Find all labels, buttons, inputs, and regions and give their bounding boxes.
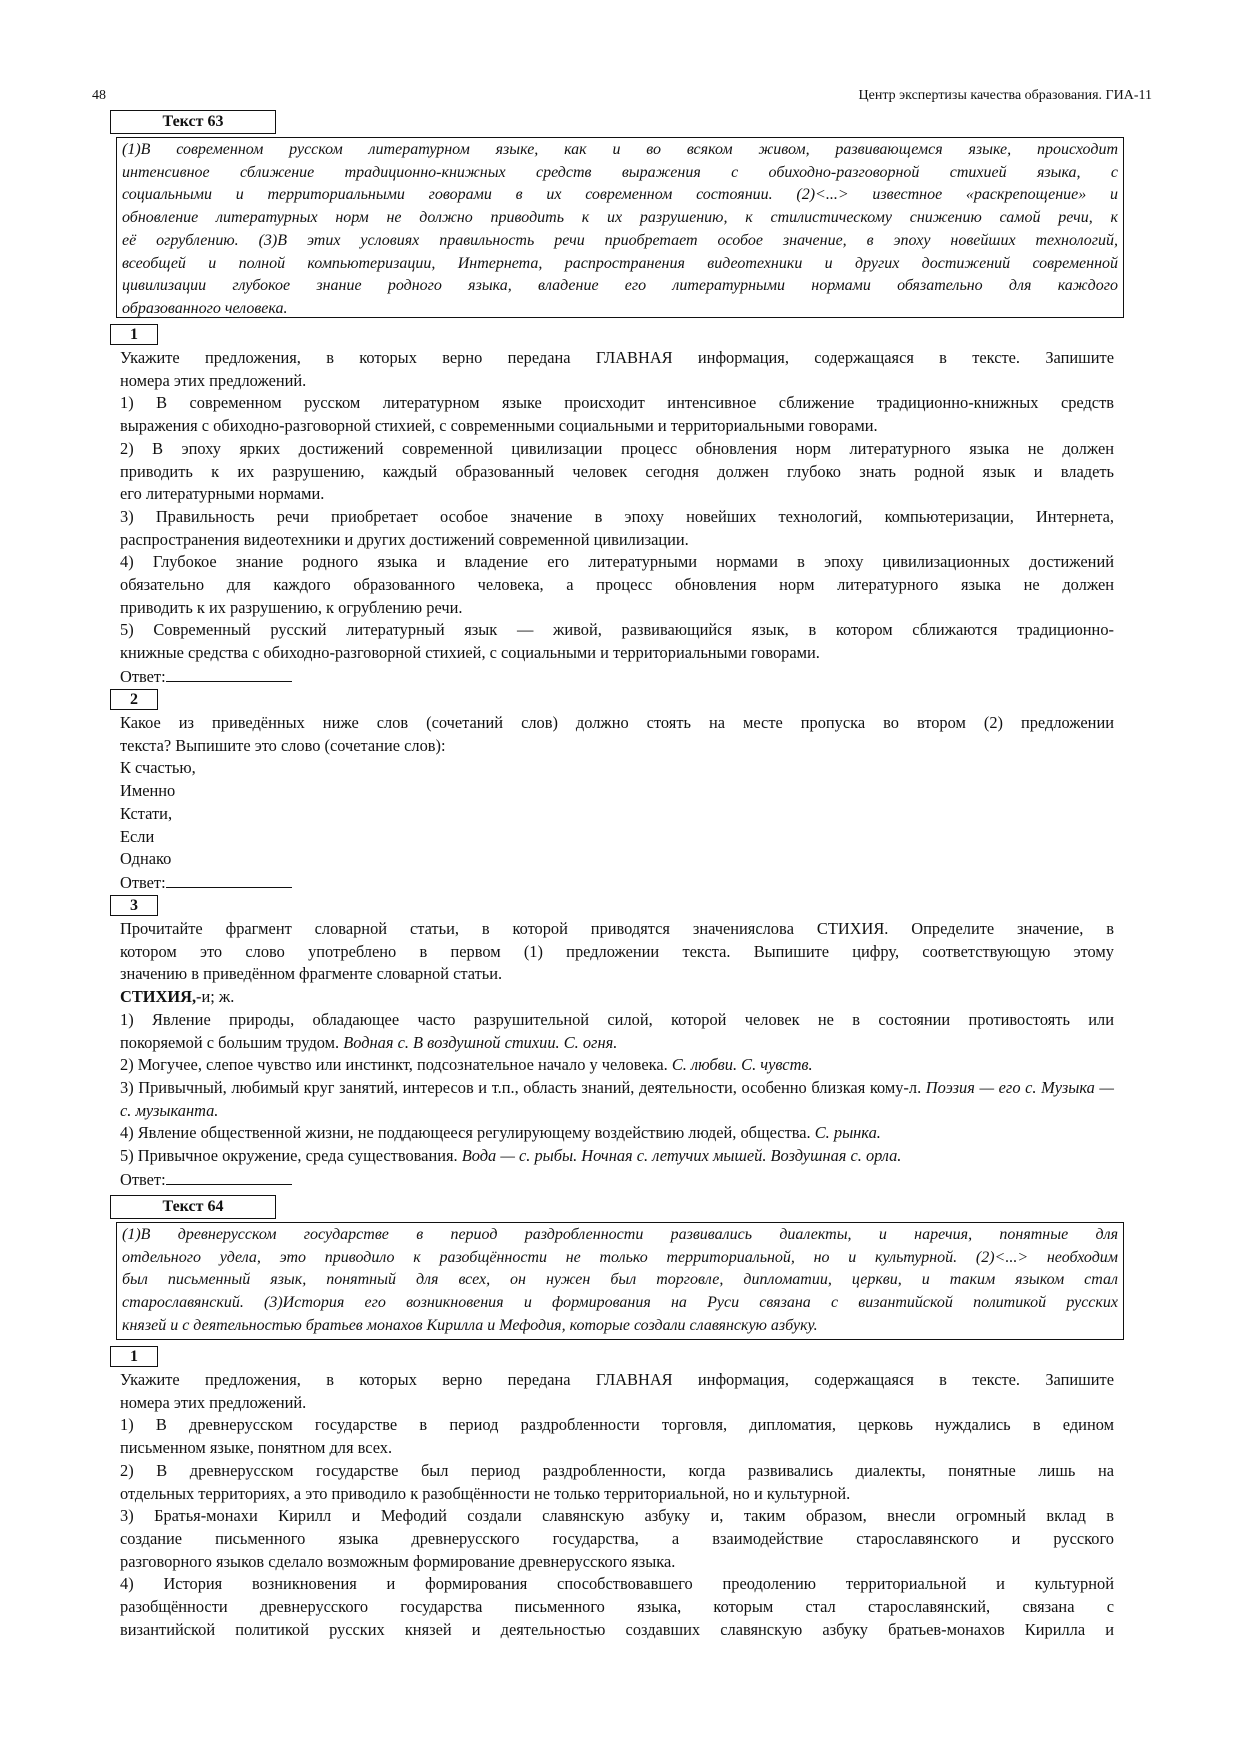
sense-text: 5) Привычное окружение, среда существования.: [120, 1146, 458, 1166]
answer-option: 4) Глубокое знание родного языка и владение его литературными нормами в эпоху цивилизационных достижений: [120, 552, 1114, 572]
passage-line: социальными и территориальными говорами в их современном состоянии. (2)<...> известное «раскрепощение» и: [122, 186, 1118, 204]
dictionary-sense: [120, 1122, 1114, 1145]
passage-line: всеобщей и полной компьютеризации, Интернета, распространения видеотехники и других достижений современной: [122, 254, 1118, 272]
text-63-passage: [116, 137, 1124, 318]
answer-option: отдельных территориях, а это приводило к разобщённости не только территориальной, но и культурной.: [120, 1483, 851, 1503]
passage-line: (1)В современном русском литературном языке, как и во всяком живом, развивающемся языке, происходит: [122, 141, 1118, 158]
sense-example: Поэзия — его с. Музыка — с. музыканта.: [120, 1077, 1114, 1120]
text-64-task-1-number: 1: [110, 1346, 158, 1367]
answer-option: 1) В современном русском литературном языке происходит интенсивное сближение традиционно-книжных средств: [120, 393, 1114, 413]
sense-text: 2) Могучее, слепое чувство или инстинкт, подсознательное начало у человека.: [120, 1055, 668, 1075]
dictionary-sense: [120, 1032, 1114, 1055]
text-64-title: Текст 64: [110, 1195, 276, 1219]
sense-text: покоряемой с большим трудом.: [120, 1032, 340, 1052]
dictionary-sense: [120, 1009, 1114, 1032]
answer-option: распространения видеотехники и других достижений современной цивилизации.: [120, 529, 689, 549]
word-option: Именно: [120, 781, 176, 801]
dictionary-sense: [120, 1145, 1114, 1168]
dictionary-headword: СТИХИЯ,: [120, 987, 197, 1007]
sense-text: 4) Явление общественной жизни, не поддающееся регулирующему воздействию людей, общества.: [120, 1123, 811, 1143]
answer-option: приводить к их разрушению, к огрублению речи.: [120, 597, 463, 617]
passage-line: интенсивное сближение традиционно-книжных средств выражения с обиходно-разговорной стихией языка, с: [122, 163, 1118, 181]
answer-option: 2) В эпоху ярких достижений современной цивилизации процесс обновления норм литературного языка не должен: [120, 438, 1114, 458]
word-option: К счастью,: [120, 758, 196, 778]
task-instruction: Укажите предложения, в которых верно передана ГЛАВНАЯ информация, содержащаяся в тексте. Запишите: [120, 1370, 1114, 1389]
text-64-task-1: [120, 1369, 1114, 1641]
passage-line: князей и с деятельностью братьев монахов Кирилла и Мефодия, которые создали славянскую азбуку.: [122, 1316, 818, 1334]
answer-line: [120, 1168, 1114, 1192]
answer-option: 4) История возникновения и формирования способствовавшего преодолению территориальной и культурной: [120, 1574, 1114, 1594]
answer-option: 2) В древнерусском государстве был период раздробленности, когда развивались диалекты, понятные лишь на: [120, 1460, 1114, 1480]
answer-option: 3) Правильность речи приобретает особое значение в эпоху новейших технологий, компьютеризации, Интернета,: [120, 506, 1114, 526]
passage-line: образованного человека.: [122, 299, 288, 317]
header-organization: Центр экспертизы качества образования. ГИА-11: [858, 88, 1152, 103]
passage-line: отдельного удела, это приводило к разобщённости не только территориальной, но и культурной. (2)<...> необходим: [122, 1248, 1118, 1266]
page-header: [92, 88, 1152, 110]
answer-option: обязательно для каждого образованного человека, а процесс обновления норм литературного языка не должен: [120, 575, 1114, 595]
task-instruction: Какое из приведённых ниже слов (сочетаний слов) должно стоять на месте пропуска во втором (2) предложении: [120, 713, 1114, 732]
answer-option: создание письменного языка древнерусского государства, а взаимодействие старославянского и русского: [120, 1528, 1114, 1548]
task-instruction: значению в приведённом фрагменте словарной статьи.: [120, 964, 503, 984]
passage-line: обновление литературных норм не должно приводить к их разрушению, к стилистическому снижению самой речи, к: [122, 209, 1118, 227]
task-instruction: Прочитайте фрагмент словарной статьи, в которой приводятся значениясловa СТИХИЯ. Определите значение, в: [120, 919, 1114, 938]
answer-option: 3) Братья-монахи Кирилл и Мефодий создали славянскую азбуку и, таким образом, внесли огромный вклад в: [120, 1506, 1114, 1526]
answer-label: Ответ:: [120, 1169, 166, 1189]
task-instruction: котором это слово употреблено в первом (1) предложении текста. Выпишите цифру, соответствующую этому: [120, 941, 1114, 961]
answer-option: его литературными нормами.: [120, 484, 325, 504]
answer-blank: [166, 1168, 292, 1185]
task-instruction: Укажите предложения, в которых верно передана ГЛАВНАЯ информация, содержащаяся в тексте. Запишите: [120, 348, 1114, 367]
answer-option: выражения с обиходно-разговорной стихией, с современными социальными и территориальными говорами.: [120, 416, 878, 436]
text-63-task-1: [120, 347, 1114, 689]
answer-option: византийской политикой русских князей и деятельностью создавших славянскую азбуку братьев-монахов Кирилла и: [120, 1619, 1114, 1639]
answer-option: письменном языке, понятном для всех.: [120, 1438, 393, 1458]
sense-example: С. любви. С. чувств.: [671, 1055, 813, 1075]
answer-label: Ответ:: [120, 872, 166, 892]
passage-line: её огрублению. (3)В этих условиях правильность речи приобретает особое значение, в эпоху новейших технологий,: [122, 231, 1118, 249]
passage-line: цивилизации глубокое знание родного языка, владение его литературными нормами обязательно для каждого: [122, 277, 1118, 295]
sense-text: 1) Явление природы, обладающее часто разрушительной силой, которой человек не в состоянии противостоять или: [120, 1009, 1114, 1029]
answer-line: [120, 871, 1114, 895]
text-63-task-3-number: 3: [110, 895, 158, 916]
passage-line: старославянский. (3)История его возникновения и формирования на Руси связана с византийской политикой русских: [122, 1294, 1118, 1312]
answer-option: 1) В древнерусском государстве в период раздробленности торговля, дипломатия, церковь нуждались в едином: [120, 1415, 1114, 1435]
task-instruction: текста? Выпишите это слово (сочетание слов):: [120, 735, 446, 755]
passage-line: (1)В древнерусском государстве в период раздробленности развивались диалекты, и наречия, понятные для: [122, 1226, 1118, 1243]
sense-example: С. рынка.: [814, 1123, 881, 1143]
answer-option: разобщённости древнерусского государства письменного языка, которым стал старославянский, связана с: [120, 1597, 1114, 1617]
task-instruction: номера этих предложений.: [120, 1392, 307, 1412]
dictionary-sense: [120, 1077, 1114, 1122]
word-option: Если: [120, 826, 155, 846]
text-63-task-3: [120, 918, 1114, 1191]
dictionary-grammar: -и; ж.: [196, 987, 235, 1007]
answer-label: Ответ:: [120, 666, 166, 686]
answer-line: [120, 665, 1114, 689]
text-63-title: Текст 63: [110, 110, 276, 134]
text-63-task-2-number: 2: [110, 689, 158, 710]
page-number: 48: [92, 88, 106, 103]
text-63-task-1-number: 1: [110, 324, 158, 345]
answer-option: книжные средства с обиходно-разговорной стихией, с социальными и территориальными говорами.: [120, 643, 820, 663]
sense-example: Водная с. В воздушной стихии. С. огня.: [343, 1032, 618, 1052]
text-63-task-2: [120, 712, 1114, 895]
answer-option: 5) Современный русский литературный язык — живой, развивающийся язык, в котором сближаются традиционно-: [120, 620, 1114, 640]
word-option: Однако: [120, 849, 172, 869]
passage-line: был письменный язык, понятный для всех, он нужен был торговле, дипломатии, церкви, и таким языком стал: [122, 1271, 1118, 1289]
answer-blank: [166, 665, 292, 682]
answer-option: приводить к их разрушению, каждый образованный человек сегодня должен глубоко знать родной язык и владеть: [120, 461, 1114, 481]
word-option: Кстати,: [120, 803, 173, 823]
answer-blank: [166, 871, 292, 888]
sense-text: 3) Привычный, любимый круг занятий, интересов и т.п., область знаний, деятельности, особенно близкая кому-л.: [120, 1077, 922, 1097]
sense-example: Вода — с. рыбы. Ночная с. летучих мышей. Воздушная с. орла.: [461, 1146, 902, 1166]
dictionary-sense: [120, 1054, 1114, 1077]
task-instruction: номера этих предложений.: [120, 370, 307, 390]
dictionary-headword-line: [120, 986, 1114, 1009]
text-64-passage: [116, 1222, 1124, 1340]
answer-option: разговорного языков сделало возможным формирование древнерусского языка.: [120, 1551, 676, 1571]
